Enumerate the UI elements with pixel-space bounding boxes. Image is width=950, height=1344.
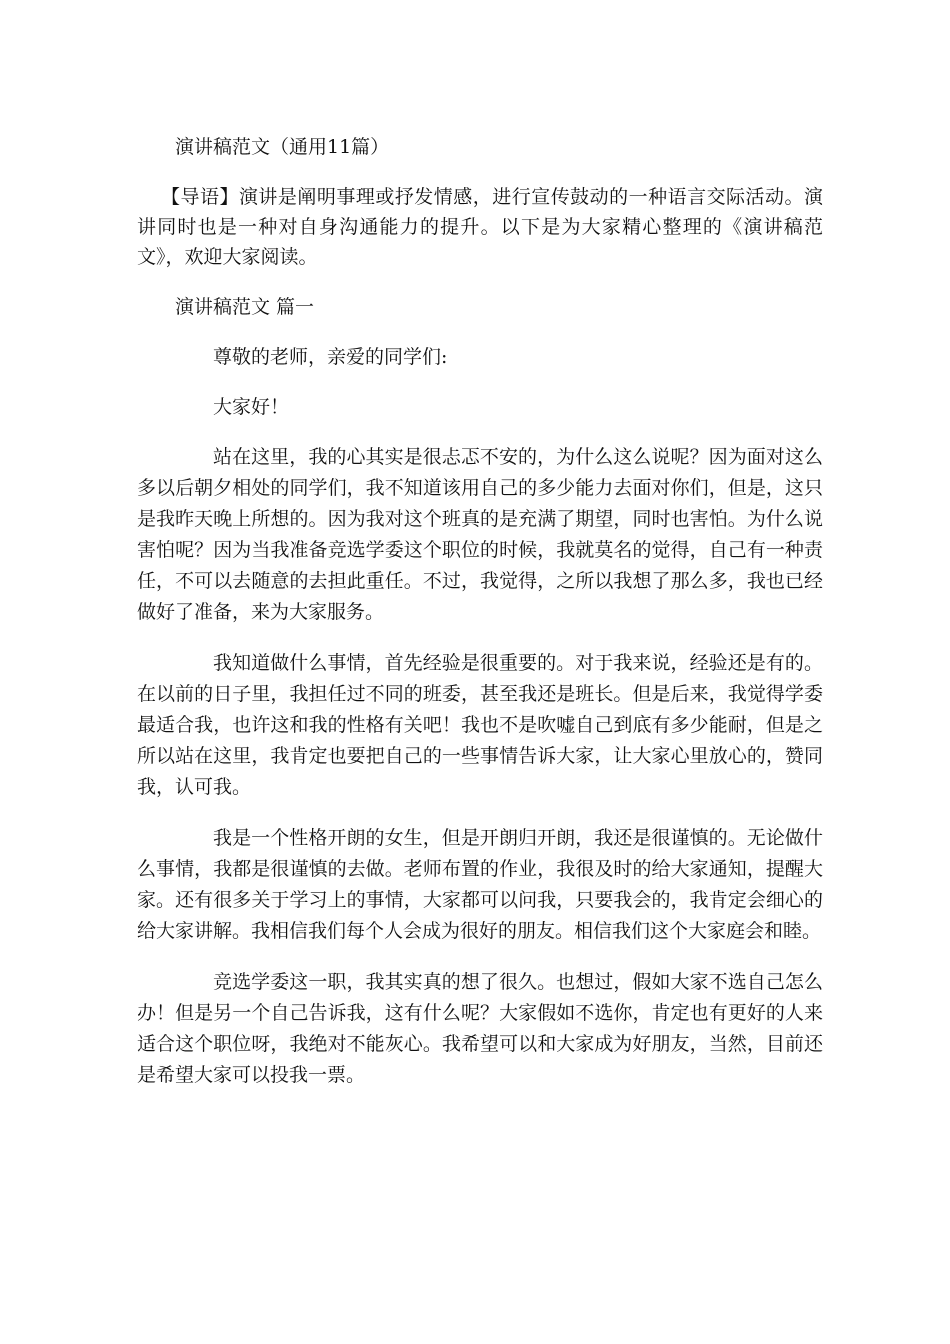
body-paragraph-2: 我知道做什么事情，首先经验是很重要的。对于我来说，经验还是有的。在以前的日子里，我担任过不同的班委，甚至我还是班长。但是后来，我觉得学委最适合我，也许这和我的性格有关吧！我也不是吹嘘自己到底有多少能耐，但是之所以站在这里，我肯定也要把自己的一些事情告诉大家，让大家心里放心的，赞同我，认可我。	[137, 652, 823, 798]
body-paragraph-1: 站在这里，我的心其实是很忐忑不安的，为什么这么说呢？因为面对这么多以后朝夕相处的同学们，我不知道该用自己的多少能力去面对你们，但是，这只是我昨天晚上所想的。因为我对这个班真的是充满了期望，同时也害怕。为什么说害怕呢？因为当我准备竞选学委这个职位的时候，我就莫名的觉得，自己有一种责任，不可以去随意的去担此重任。不过，我觉得，之所以我想了那么多，我也已经做好了准备，来为大家服务。	[137, 446, 823, 623]
section-title: 演讲稿范文 篇一	[175, 296, 315, 318]
salutation: 尊敬的老师，亲爱的同学们:	[213, 346, 448, 368]
document-page	[137, 132, 823, 1111]
intro-paragraph: 【导语】演讲是阐明事理或抒发情感，进行宣传鼓动的一种语言交际活动。演讲同时也是一种对自身沟通能力的提升。以下是为大家精心整理的《演讲稿范文》，欢迎大家阅读。	[137, 186, 823, 268]
greeting: 大家好！	[213, 396, 290, 418]
body-paragraph-3: 我是一个性格开朗的女生，但是开朗归开朗，我还是很谨慎的。无论做什么事情，我都是很谨慎的去做。老师布置的作业，我很及时的给大家通知，提醒大家。还有很多关于学习上的事情，大家都可以问我，只要我会的，我肯定会细心的给大家讲解。我相信我们每个人会成为很好的朋友。相信我们这个大家庭会和睦。	[137, 827, 823, 942]
document-title: 演讲稿范文（通用11篇）	[175, 136, 390, 158]
body-paragraph-4: 竞选学委这一职，我其实真的想了很久。也想过，假如大家不选自己怎么办！但是另一个自己告诉我，这有什么呢？大家假如不选你，肯定也有更好的人来适合这个职位呀，我绝对不能灰心。我希望可以和大家成为好朋友，当然，目前还是希望大家可以投我一票。	[137, 971, 823, 1086]
